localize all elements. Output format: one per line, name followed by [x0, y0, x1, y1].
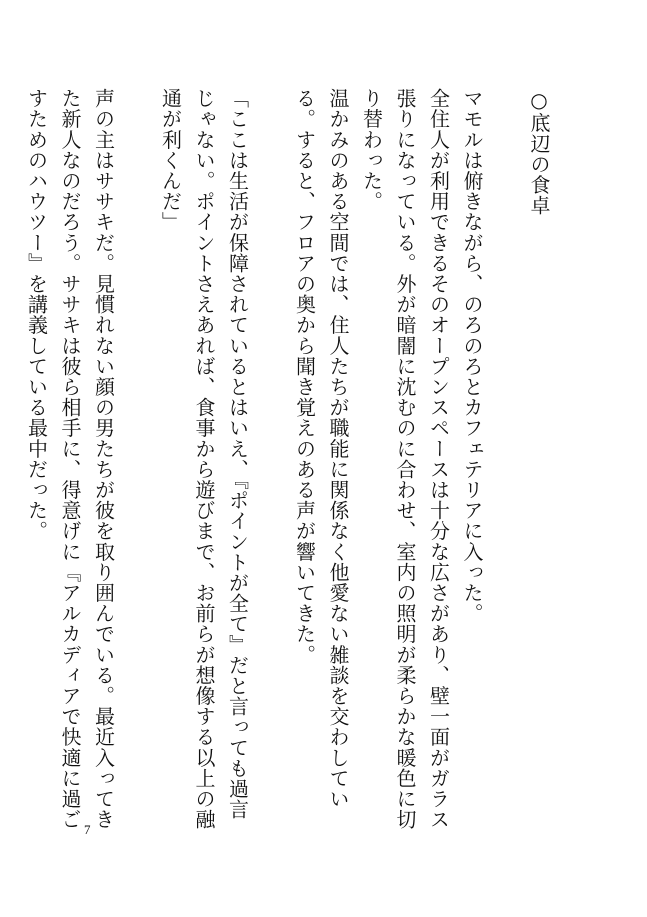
blank-line [488, 88, 522, 840]
dialogue-paragraph: 「ここは生活が保障されているとはいえ、『ポイントが全て』だと言っても過言じゃない。ポイントさえあれば、食事から遊びまで、お前らが想像する以上の融通が利くんだ」 [158, 88, 250, 830]
paragraph-5: 声の主はササキだ。見慣れない顔の男たちが彼を取り囲んでいる。最近入ってきた新人なのだろう。ササキは彼ら相手に、得意げに『アルカディアで快適に過ごすためのハウツー』を講義している最中だった。 [24, 88, 116, 830]
paragraph-1: マモルは俯きながら、のろのろとカフェテリアに入った。 [460, 88, 484, 624]
paragraph-3: 温かみのある空間では、住人たちが職能に関係なく他愛ない雑談を交わしている。すると、フロアの奥から聞き覚えのある声が響いてきた。 [292, 88, 350, 809]
page-number: 7 [84, 822, 91, 837]
section-heading: ○底辺の食卓 [527, 88, 551, 216]
paragraph-2: 全住人が利用できるそのオープンスペースは十分な広さがあり、壁一面がガラス張りになっている。外が暗闇に沈むのに合わせ、室内の照明が柔らかな暖色に切り替わった。 [359, 88, 451, 830]
vertical-text-body [0, 88, 555, 840]
blank-line [254, 88, 288, 840]
blank-line [0, 88, 19, 840]
blank-line [120, 88, 154, 840]
